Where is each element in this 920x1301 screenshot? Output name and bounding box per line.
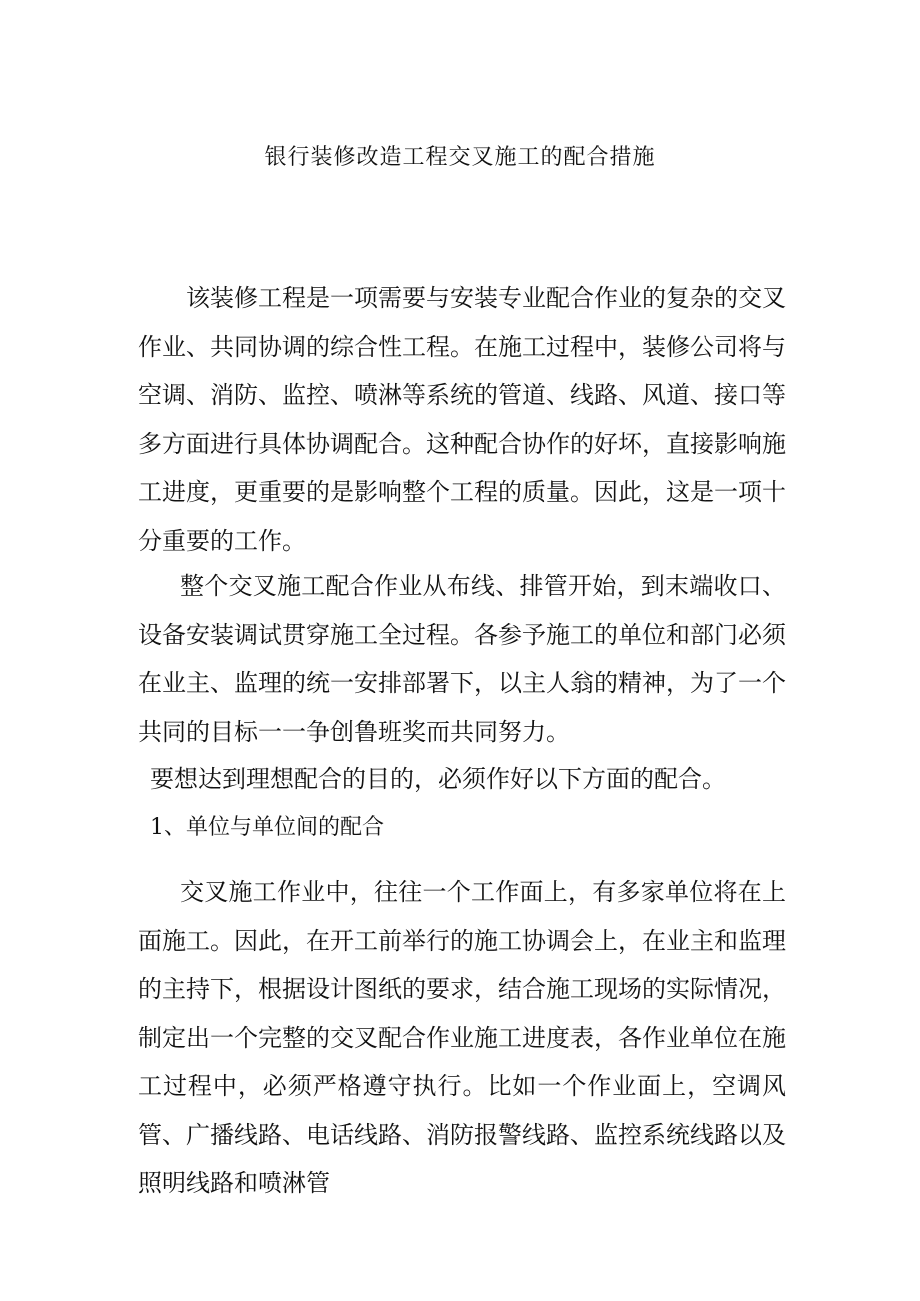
purpose-paragraph: 要想达到理想配合的目的，必须作好以下方面的配合。 bbox=[150, 765, 726, 793]
process-paragraph: 整个交叉施工配合作业从布线、排管开始，到末端收口、设备安装调试贯穿施工全过程。各参予施工的单位和部门必须在业主、监理的统一安排部署下，以主人翁的精神，为了一个共同的目标一一争创鲁班奖而共同努力。 bbox=[138, 572, 786, 746]
intro-paragraph: 该装修工程是一项需要与安装专业配合作业的复杂的交叉作业、共同协调的综合性工程。在施工过程中，装修公司将与空调、消防、监控、喷淋等系统的管道、线路、风道、接口等多方面进行具体协调配合。这种配合协作的好坏，直接影响施工进度，更重要的是影响整个工程的质量。因此，这是一项十分重要的工作。 bbox=[138, 284, 786, 555]
section-paragraph: 交叉施工作业中，往往一个工作面上，有多家单位将在上面施工。因此，在开工前举行的施工协调会上，在业主和监理的主持下，根据设计图纸的要求，结合施工现场的实际情况，制定出一个完整的交叉配合作业施工进度表，各作业单位在施工过程中，必须严格遵守执行。比如一个作业面上，空调风管、广播线路、电话线路、消防报警线路、监控系统线路以及照明线路和喷淋管 bbox=[138, 878, 786, 1197]
section-heading: 1、单位与单位间的配合 bbox=[150, 815, 384, 840]
document-title: 银行装修改造工程交叉施工的配合措施 bbox=[264, 145, 656, 170]
